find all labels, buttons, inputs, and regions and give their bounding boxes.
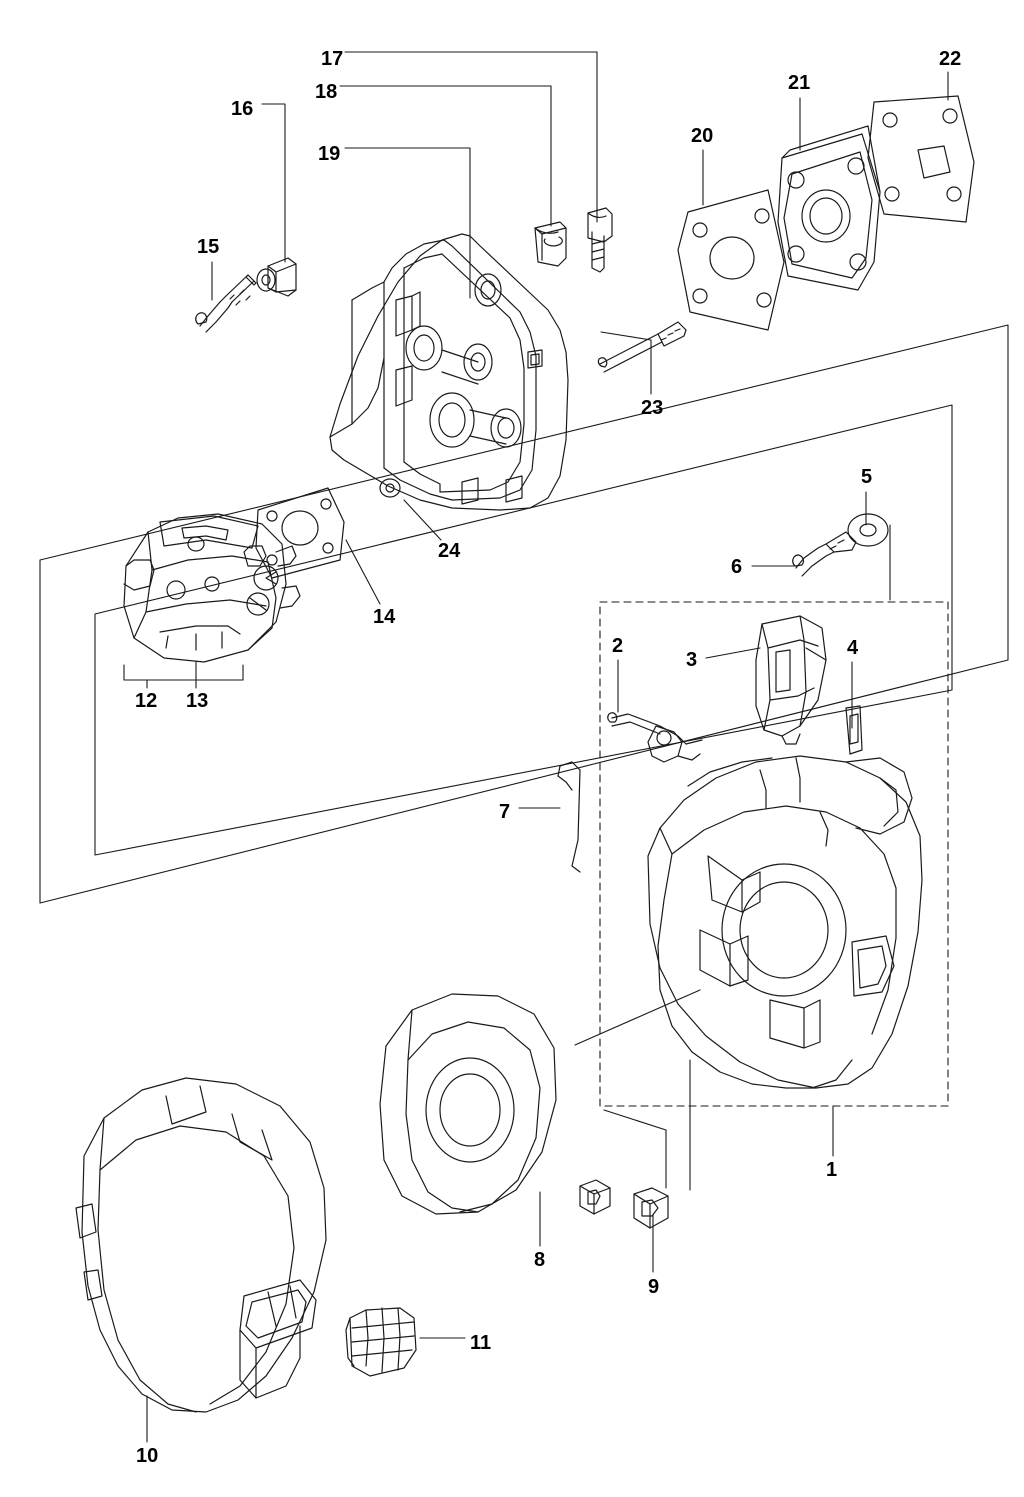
part-9-nut-a: [580, 1180, 610, 1214]
callout-5: 5: [861, 466, 873, 488]
part-19-intake-bracket: [330, 234, 568, 510]
part-4-spring-strip: [846, 706, 862, 754]
part-8-air-filter: [380, 994, 556, 1214]
callout-24: 24: [438, 540, 461, 562]
part-17-bolt: [588, 208, 612, 272]
callout-11: 11: [470, 1332, 492, 1354]
part-3-latch: [756, 616, 826, 744]
callout-1: 1: [826, 1159, 838, 1181]
callout-15: 15: [197, 236, 220, 258]
callout-8: 8: [534, 1249, 546, 1271]
part-12-13-carburetor: [124, 514, 300, 662]
callout-23: 23: [641, 397, 664, 419]
callout-3: 3: [686, 649, 698, 671]
callout-14: 14: [373, 606, 396, 628]
callout-12: 12: [135, 690, 158, 712]
part-5-washer: [848, 514, 888, 546]
part-11-latch-knob: [346, 1308, 416, 1376]
callout-7: 7: [499, 801, 511, 823]
callout-6: 6: [731, 556, 743, 578]
callout-22: 22: [939, 48, 962, 70]
part-2-throttle-linkage: [608, 713, 702, 762]
part-20-gasket-plate: [678, 190, 784, 330]
part-15-screw: [196, 258, 296, 332]
part-23-screw: [598, 322, 686, 372]
callout-18: 18: [315, 81, 338, 103]
part-9-nut-b: [634, 1188, 668, 1228]
perspective-frame-inner: [95, 405, 952, 855]
callout-19: 19: [318, 143, 341, 165]
callout-9: 9: [648, 1276, 660, 1298]
callout-leader-lines: [124, 52, 948, 1442]
part-22-gasket: [868, 96, 974, 222]
dashed-group-box: [600, 602, 948, 1106]
callout-17: 17: [321, 48, 344, 70]
part-6-screw: [793, 532, 856, 576]
part-10-filter-cover: [76, 1078, 326, 1412]
callout-20: 20: [691, 125, 714, 147]
callout-13: 13: [186, 690, 209, 712]
part-24-washer: [380, 479, 400, 497]
part-18-spacer: [535, 222, 566, 266]
callout-21: 21: [788, 72, 811, 94]
part-1-crankcase-cover: [648, 756, 922, 1088]
callout-2: 2: [612, 635, 624, 657]
callout-4: 4: [847, 637, 859, 659]
callout-10: 10: [136, 1445, 159, 1467]
callout-16: 16: [231, 98, 254, 120]
part-7-spring-wire: [558, 762, 580, 872]
part-21-intake-flange: [778, 126, 880, 290]
